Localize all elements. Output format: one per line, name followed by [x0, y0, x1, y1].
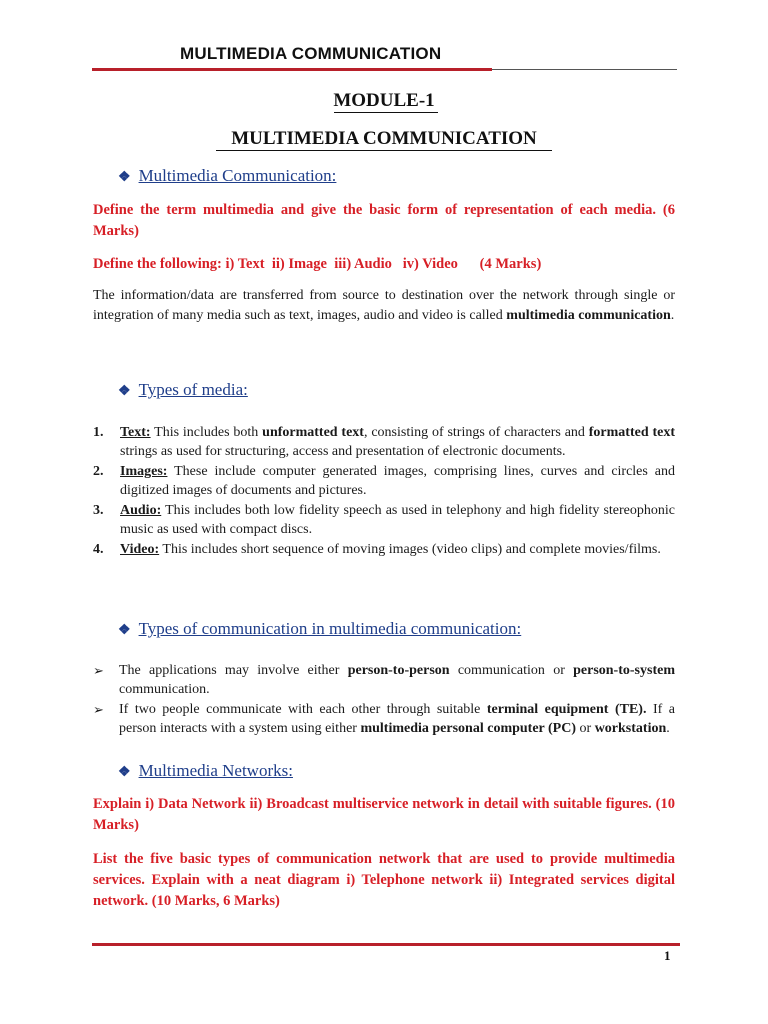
question-list-network-types: List the five basic types of communication network that are used to provide multimedia services. Explain with a neat diagram i) Telephone network ii) Integrated services digital network. (10 Marks, 6 Marks) [93, 851, 675, 909]
section-heading-types-of-communication: ❖ Types of communication in multimedia communication: [118, 619, 522, 638]
footer-rule [92, 943, 680, 946]
question-explain-networks: Explain i) Data Network ii) Broadcast multiservice network in detail with suitable figures. (10 Marks) [93, 796, 675, 833]
arrow-bullet-icon: ➢ [93, 663, 104, 678]
diamond-bullet-icon: ❖ [118, 623, 131, 638]
section-heading-multimedia-communication: ❖ Multimedia Communication: [118, 166, 337, 185]
list-item: 1. Text: This includes both unformatted text, consisting of strings of characters and formatted text strings as used for structuring, access and presentation of electronic documents. [93, 425, 676, 459]
diamond-bullet-icon: ❖ [118, 765, 131, 780]
running-header-title: MULTIMEDIA COMMUNICATION [180, 44, 442, 63]
header-rule [92, 68, 492, 71]
module-subtitle: MULTIMEDIA COMMUNICATION [231, 128, 537, 149]
subtitle-underline [216, 150, 552, 151]
module-label: MODULE-1 [333, 90, 435, 111]
diamond-bullet-icon: ❖ [118, 384, 131, 399]
list-item: ➢ The applications may involve either person-to-person communication or person-to-system communication. [93, 663, 675, 697]
module-underline [334, 112, 438, 113]
communication-bullets [93, 661, 675, 739]
media-types-list [93, 423, 675, 560]
list-item: 4. Video: This includes short sequence of moving images (video clips) and complete movies/films. [93, 542, 661, 557]
intro-paragraph: The information/data are transferred from source to destination over the network through single or integration of many media such as text, images, audio and video is called multimedia communication. [93, 288, 675, 323]
question-define-multimedia: Define the term multimedia and give the basic form of representation of each media. (6 Marks) [93, 202, 675, 239]
list-item: 3. Audio: This includes both low fidelity speech as used in telephony and high fidelity stereophonic music as used with compact discs. [93, 503, 675, 537]
question-define-following: Define the following: i) Text ii) Image iii) Audio iv) Video (4 Marks) [93, 256, 542, 272]
section-heading-types-of-media: ❖ Types of media: [118, 380, 248, 399]
header-rule-thin [492, 69, 677, 70]
diamond-bullet-icon: ❖ [118, 170, 131, 185]
page-number: 1 [664, 948, 671, 963]
list-item: ➢ If two people communicate with each other through suitable terminal equipment (TE). If a person interacts with a system using either multimedia personal computer (PC) or workstation. [93, 702, 675, 736]
list-item: 2. Images: These include computer generated images, comprising lines, curves and circles and digitized images of documents and pictures. [93, 464, 675, 498]
arrow-bullet-icon: ➢ [93, 702, 104, 717]
section-heading-multimedia-networks: ❖ Multimedia Networks: [118, 761, 293, 780]
